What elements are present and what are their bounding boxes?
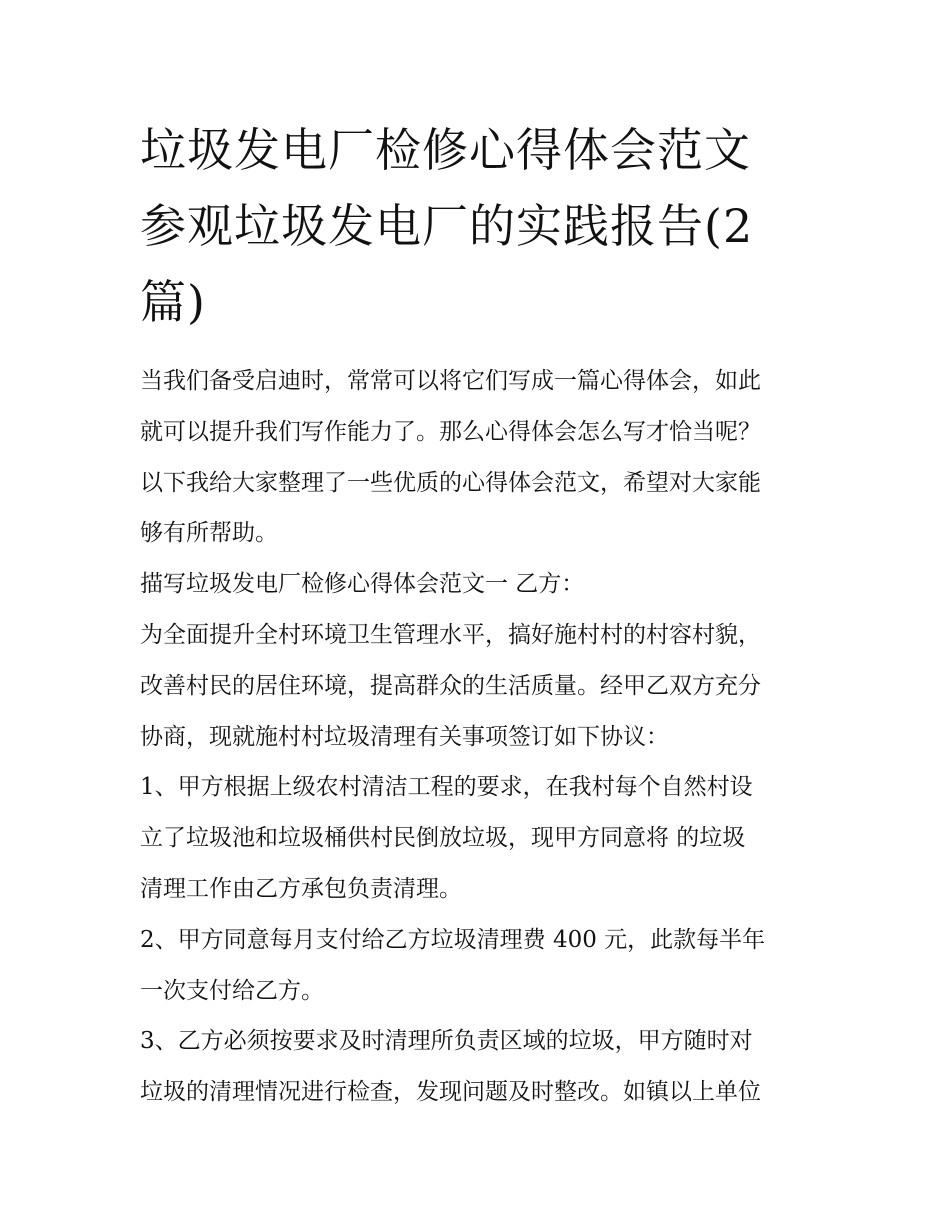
body-line: 当我们备受启迪时，常常可以将它们写成一篇心得体会，如此 [140,368,761,394]
body-line: 描写垃圾发电厂检修心得体会范文一 乙方： [140,571,585,598]
body-line: 够有所帮助。 [140,520,278,547]
body-line: 就可以提升我们写作能力了。那么心得体会怎么写才恰当呢？ [140,418,761,445]
body-line: 1、甲方根据上级农村清洁工程的要求，在我村每个自然村设 [140,774,753,801]
title-line: 篇) [140,275,206,329]
body-line: 2、甲方同意每月支付给乙方垃圾清理费 400 元，此款每半年 [140,926,766,953]
body-line: 3、乙方必须按要求及时清理所负责区域的垃圾，甲方随时对 [140,1028,753,1055]
body-line: 立了垃圾池和垃圾桶供村民倒放垃圾，现甲方同意将 的垃圾 [140,825,746,852]
title-line: 参观垃圾发电厂的实践报告(2 [140,199,754,253]
body-line: 一次支付给乙方。 [140,977,324,1004]
document-body [140,356,830,1118]
body-line: 改善村民的居住环境，提高群众的生活质量。经甲乙双方充分 [140,672,761,699]
body-line: 以下我给大家整理了一些优质的心得体会范文，希望对大家能 [140,469,761,496]
title-line: 垃圾发电厂检修心得体会范文 [140,123,751,177]
document-title [140,112,820,340]
body-line: 为全面提升全村环境卫生管理水平，搞好施村村的村容村貌， [140,621,761,648]
body-line: 清理工作由乙方承包负责清理。 [140,875,462,902]
body-line: 协商，现就施村村垃圾清理有关事项签订如下协议： [140,723,669,750]
body-line: 垃圾的清理情况进行检查，发现问题及时整改。如镇以上单位 [140,1079,761,1106]
